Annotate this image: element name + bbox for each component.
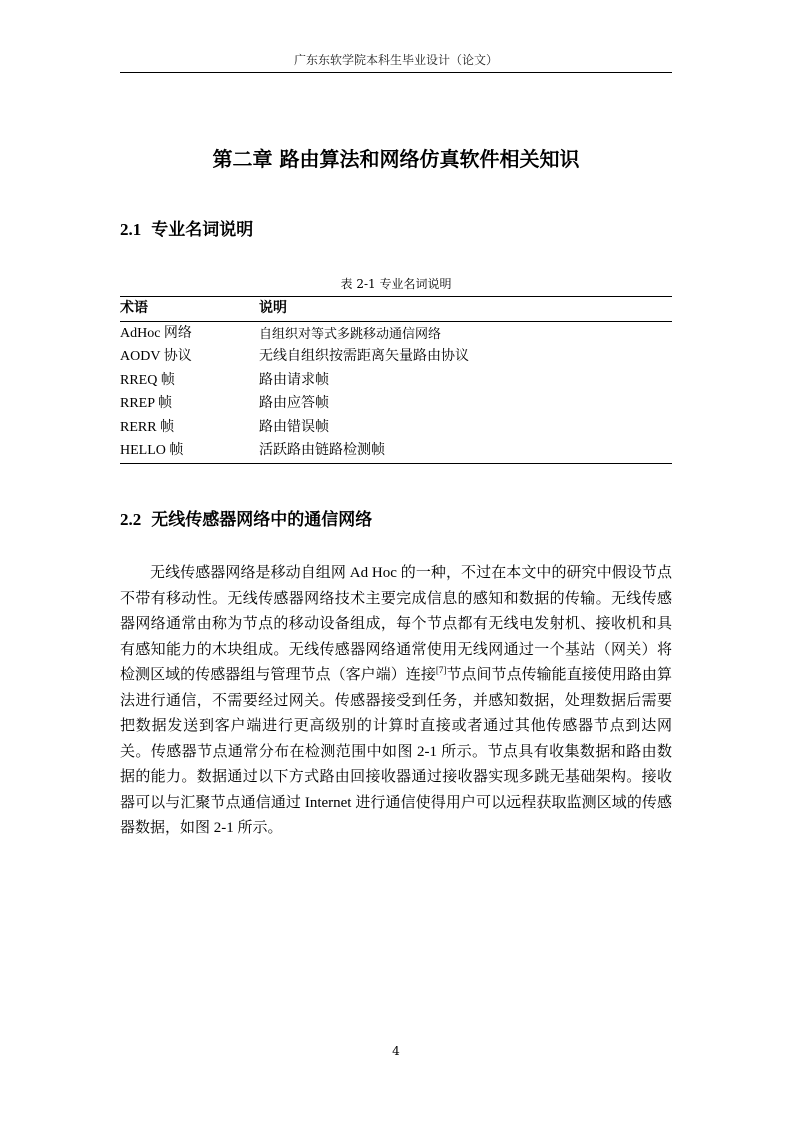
paragraph-text: 节点间节点传输能直接使用路由算法进行通信，不需要经过网关。传感器接受到任务，并感知数据，处理数据后需要把数据发送到客户端进行更高级别的计算时直接或者通过其他传感器节点到达网关。传感器节点通常分布在检测范围中如图 2-1 所示。节点具有收集数据和路由数据的能力。数据通过以下方式路由回接收器通过接收器实现多跳无基础架构。接收器可以与汇聚节点通信通过 Internet 进行通信使得用户可以远程获取监测区域的传感器数据，如图 2-1 所示。 — [120, 667, 672, 836]
section-title: 无线传感器网络中的通信网络 — [151, 510, 373, 530]
citation-reference[interactable]: [7] — [435, 665, 447, 675]
header-rule — [120, 72, 672, 73]
section-number: 2.2 — [120, 510, 142, 529]
table-row — [120, 439, 672, 463]
table-header-row — [120, 297, 672, 322]
term-cell: RREQ 帧 — [120, 372, 175, 388]
description-cell: 自组织对等式多跳移动通信网络 — [259, 325, 442, 341]
section-heading-2-2 — [120, 508, 372, 532]
term-cell: RREP 帧 — [120, 396, 172, 411]
term-cell: HELLO 帧 — [120, 443, 184, 458]
table-row — [120, 416, 672, 440]
term-cell: RERR 帧 — [120, 419, 175, 435]
page-number: 4 — [392, 1044, 400, 1058]
description-cell: 无线自组织按需距离矢量路由协议 — [259, 349, 469, 364]
chapter-title: 第二章 路由算法和网络仿真软件相关知识 — [212, 147, 580, 171]
body-paragraph — [120, 561, 672, 842]
description-cell: 路由错误帧 — [259, 419, 329, 435]
description-cell: 活跃路由链路检测帧 — [259, 443, 385, 458]
description-cell: 路由请求帧 — [259, 372, 329, 388]
section-title: 专业名词说明 — [151, 220, 254, 240]
description-cell: 路由应答帧 — [259, 396, 329, 411]
table-row — [120, 369, 672, 393]
table-caption: 表 2-1 专业名词说明 — [340, 277, 452, 291]
paragraph-text: 无线传感器网络是移动自组网 Ad Hoc 的一种，不过在本文中的研究中假设节点不带有移动性。无线传感器网络技术主要完成信息的感知和数据的传输。无线传感器网络通常由称为节点的移动设备组成，每个节点都有无线电发射机、接收机和具有感知能力的木块组成。无线传感器网络通常使用无线网通过一个基站（网关）将检测区域的传感器组与管理节点（客户端）连接 — [120, 565, 672, 683]
table-row — [120, 345, 672, 369]
table-row — [120, 321, 672, 345]
column-header-description: 说明 — [259, 300, 287, 316]
term-cell: AODV 协议 — [120, 349, 192, 364]
table-row — [120, 392, 672, 416]
page-header: 广东东软学院本科生毕业设计（论文） — [293, 53, 498, 67]
column-header-term: 术语 — [120, 300, 148, 316]
terms-table — [120, 296, 672, 464]
term-cell: AdHoc 网络 — [120, 325, 192, 341]
section-heading-2-1 — [120, 218, 253, 242]
section-number: 2.1 — [120, 220, 142, 239]
